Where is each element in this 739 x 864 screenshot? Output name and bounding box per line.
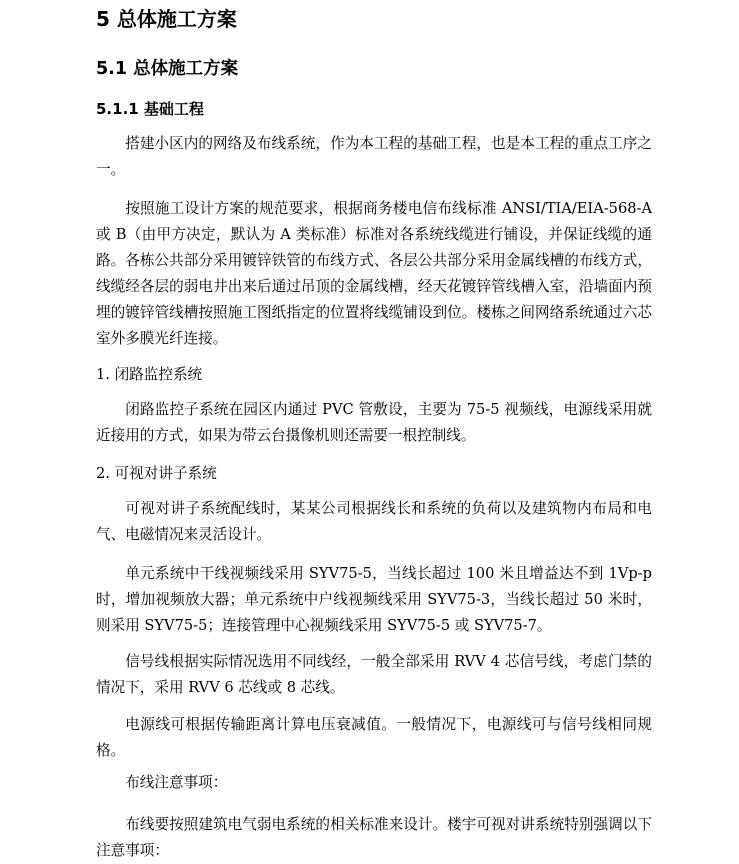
paragraph-video-cable: 单元系统中干线视频线采用 SYV75-5，当线长超过 100 米且增益达不到 1Vp-p 时，增加视频放大器；单元系统中户线视频线采用 SYV75-3，当线长超过 50 米时，则采用 SYV75-5；连接管理中心视频线采用 SYV75-5 或 SYV75-7。 (96, 565, 652, 634)
chapter-heading: 5 总体施工方案 (96, 7, 237, 31)
paragraph-cabling-standard: 按照施工设计方案的规范要求，根据商务楼电信布线标准 ANSI/TIA/EIA-568-A 或 B（由甲方决定，默认为 A 类标准）标准对各系统线缆进行铺设，并保证线缆的通路。各栋公共部分采用镀锌铁管的布线方式、各层公共部分采用金属线槽的布线方式，线缆经各层的弱电井出来后通过吊顶的金属线槽，经天花镀锌管线槽入室，沿墙面内预埋的镀锌管线槽按照施工图纸指定的位置将线缆铺设到位。楼栋之间网络系统通过六芯室外多膜光纤连接。 (96, 200, 652, 347)
paragraph-notes-body: 布线要按照建筑电气弱电系统的相关标准来设计。楼宇可视对讲系统特别强调以下注意事项： (96, 816, 652, 859)
list-item-intercom: 2. 可视对讲子系统 (96, 465, 217, 482)
paragraph-notes-title: 布线注意事项： (125, 774, 228, 791)
list-item-cctv: 1. 闭路监控系统 (96, 366, 203, 383)
paragraph-power-cable: 电源线可根据传输距离计算电压衰减值。一般情况下，电源线可与信号线相同规格。 (96, 716, 652, 759)
paragraph-signal-cable: 信号线根据实际情况选用不同线经，一般全部采用 RVV 4 芯信号线，考虑门禁的情况下，采用 RVV 6 芯线或 8 芯线。 (96, 653, 652, 696)
section-heading: 5.1 总体施工方案 (96, 59, 239, 79)
paragraph-intro: 搭建小区内的网络及布线系统，作为本工程的基础工程，也是本工程的重点工序之一。 (96, 135, 652, 178)
subsection-heading: 5.1.1 基础工程 (96, 100, 204, 118)
paragraph-intercom: 可视对讲子系统配线时，某某公司根据线长和系统的负荷以及建筑物内布局和电气、电磁情况来灵活设计。 (96, 500, 652, 543)
paragraph-cctv: 闭路监控子系统在园区内通过 PVC 管敷设，主要为 75-5 视频线，电源线采用就近接用的方式，如果为带云台摄像机则还需要一根控制线。 (96, 401, 652, 444)
